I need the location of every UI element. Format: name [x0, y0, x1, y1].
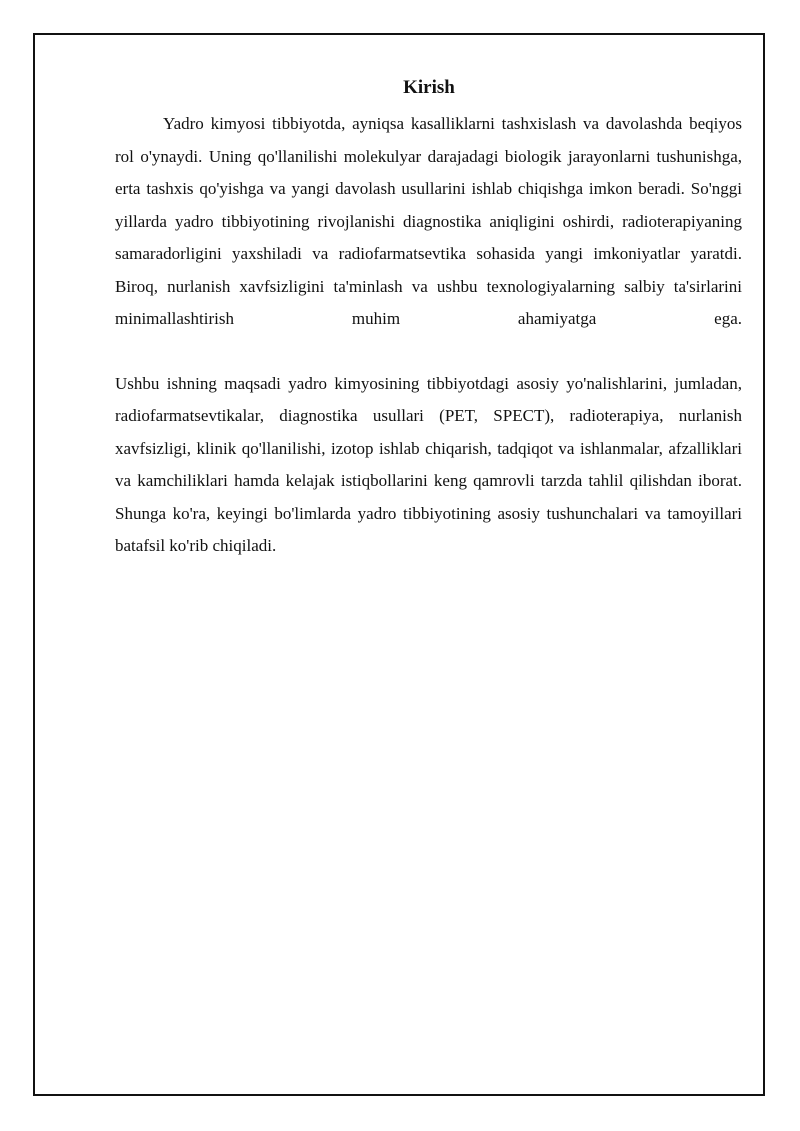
paragraph-purpose: Ushbu ishning maqsadi yadro kimyosining tibbiyotdagi asosiy yo'nalishlarini, jumladan, radiofarmatsevtikalar, diagnostika usullari (PET, SPECT), radioterapiya, nurlanish xavfsizligi, klinik qo'llanilishi, izotop ishlab chiqarish, tadqiqot va ishlanmalar, afzalliklari va kamchiliklari hamda kelajak istiqbollarini keng qamrovli tarzda tahlil qilishdan iborat. Shunga ko'ra, keyingi bo'limlarda yadro tibbiyotining asosiy tushunchalari va tamoyillari batafsil ko'rib chiqiladi.: [115, 373, 742, 555]
document-body: [115, 108, 742, 563]
paragraph-gap: [115, 336, 742, 368]
section-title: Kirish: [403, 77, 455, 98]
paragraph-intro: Yadro kimyosi tibbiyotda, ayniqsa kasalliklarni tashxislash va davolashda beqiyos rol o'ynaydi. Uning qo'llanilishi molekulyar darajadagi biologik jarayonlarni tushunishga, erta tashxis qo'yishga va yangi davolash usullarini ishlab chiqishga imkon beradi. So'nggi yillarda yadro tibbiyotining rivojlanishi diagnostika aniqligini oshirdi, radioterapiyaning samaradorligini yaxshiladi va radiofarmatsevtika sohasida yangi imkoniyatlar yaratdi. Biroq, nurlanish xavfsizligini ta'minlash va ushbu texnologiyalarning salbiy ta'sirlarini minimallashtirish muhim ahamiyatga ega.: [115, 114, 742, 328]
